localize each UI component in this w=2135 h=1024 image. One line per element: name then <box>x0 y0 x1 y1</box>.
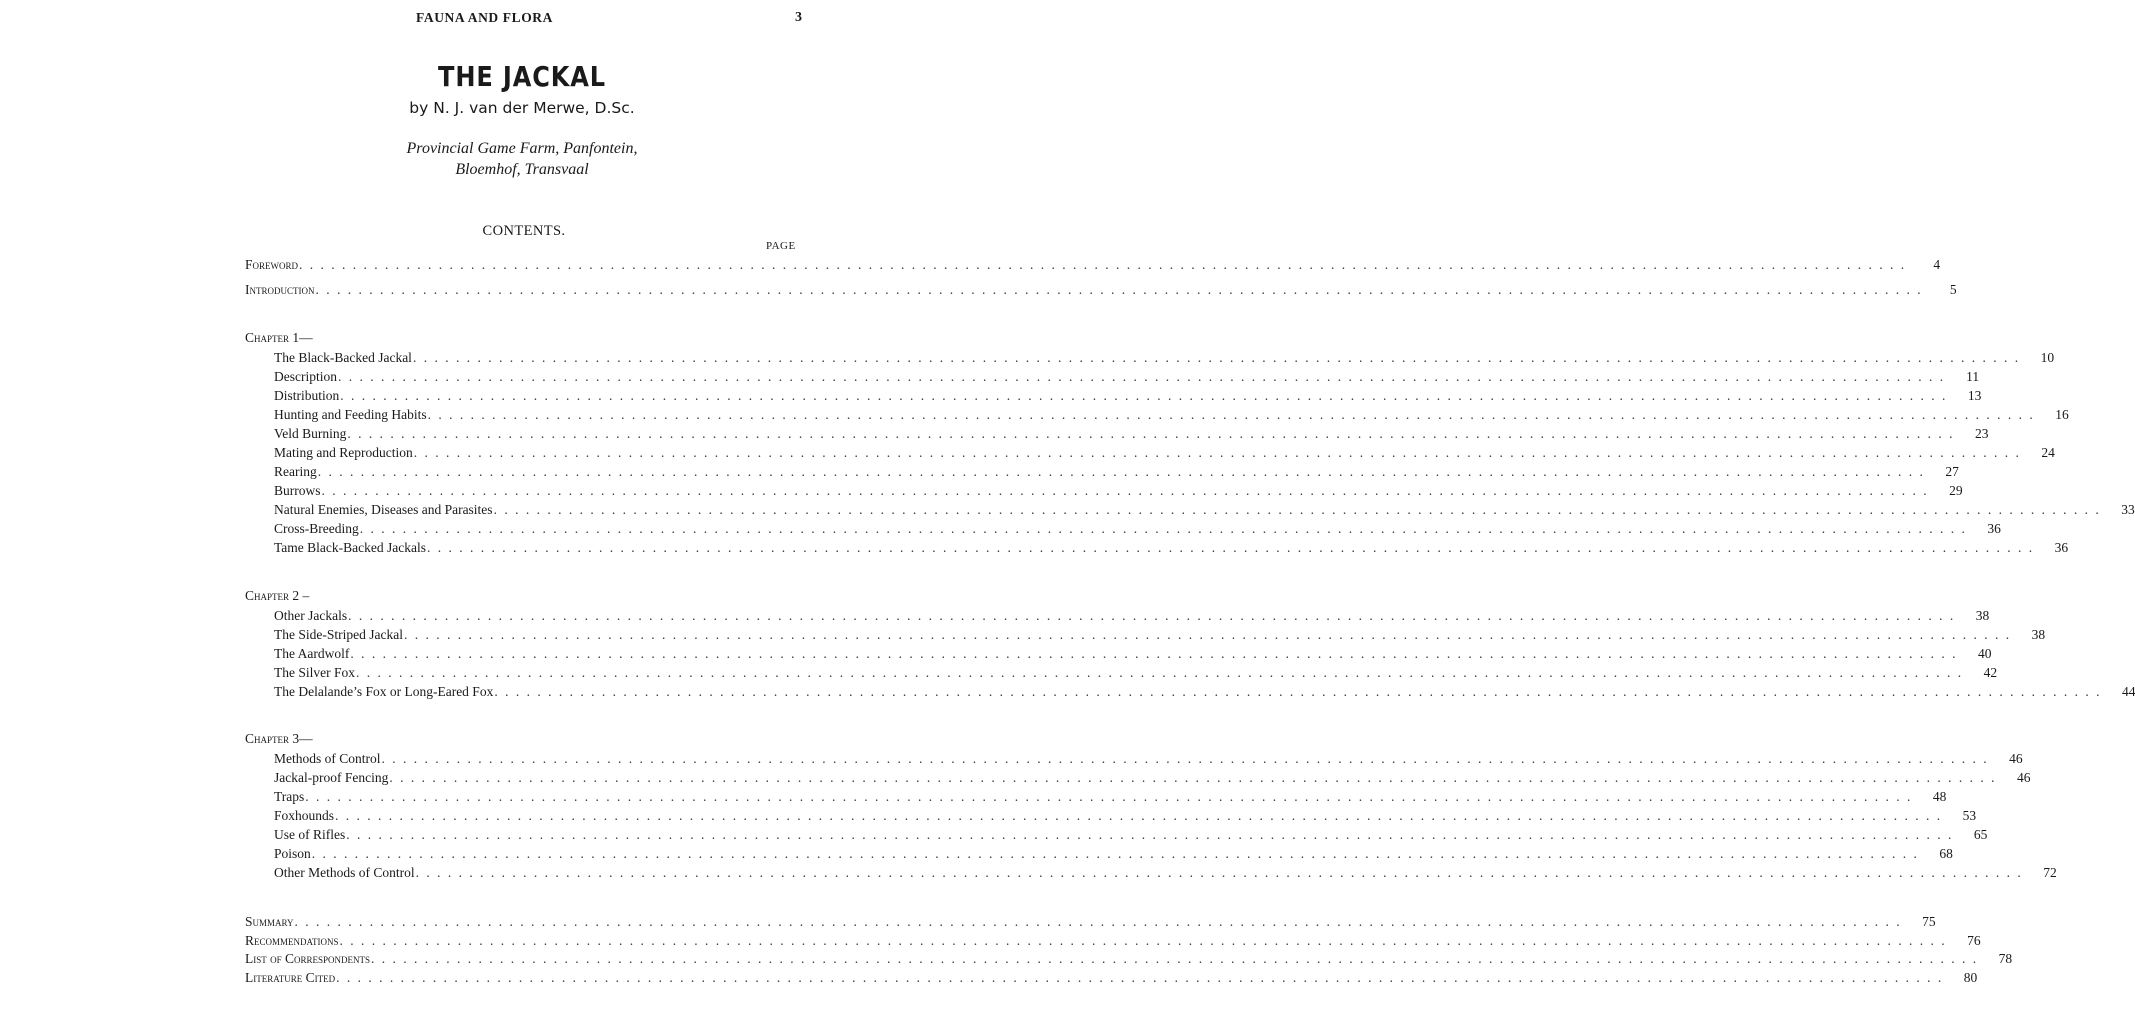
toc-entry <box>274 425 1989 443</box>
toc-entry-page: 36 <box>2054 540 2069 555</box>
chapter-heading: Chapter 3— <box>245 731 313 746</box>
toc-entry-page: 29 <box>1949 483 1963 498</box>
toc-entry <box>274 864 2057 882</box>
toc-entry <box>274 444 2055 462</box>
toc-entry <box>274 501 2135 519</box>
toc-entry-page: 13 <box>1967 388 1982 403</box>
dot-leader: . . . . . . . . . . . . . . . . . . . . . . . . . . . . . . . . . . . . . . . . . . . . . . . . . . . . . . . . . . . . . . . . . . . . . . . . . . . . . . . . . . . . . . . . . . . . . . . . . . . . . . . . . . . . . . . . . . . . . . . . . . . . . . . . . . . . . . . . . . . . . . . . . . . . . . <box>338 369 1946 384</box>
toc-entry-title: Jackal-proof Fencing <box>274 770 389 785</box>
toc-entry <box>274 788 1947 806</box>
article-title: THE JACKAL <box>438 60 606 93</box>
dot-leader: . . . . . . . . . . . . . . . . . . . . . . . . . . . . . . . . . . . . . . . . . . . . . . . . . . . . . . . . . . . . . . . . . . . . . . . . . . . . . . . . . . . . . . . . . . . . . . . . . . . . . . . . . . . . . . . . . . . . . . . . . . . . . . . . . . . . . . . . . . . . . . . . . . . . . . <box>346 827 1954 842</box>
toc-entry-page: 80 <box>1963 970 1978 985</box>
chapter-heading: Chapter 2 – <box>245 588 310 603</box>
dot-leader: . . . . . . . . . . . . . . . . . . . . . . . . . . . . . . . . . . . . . . . . . . . . . . . . . . . . . . . . . . . . . . . . . . . . . . . . . . . . . . . . . . . . . . . . . . . . . . . . . . . . . . . . . . . . . . . . . . . . . . . . . . . . . . . . . . . . . . . . . . . . . . . . . . . . . . <box>371 951 1979 966</box>
toc-entry-title: Introduction <box>245 282 315 297</box>
toc-entry <box>245 913 1936 931</box>
toc-entry-title: Other Methods of Control <box>274 865 415 880</box>
toc-entry-page: 24 <box>2041 445 2055 460</box>
toc-entry <box>245 950 2013 968</box>
toc-entry <box>274 482 1963 500</box>
dot-leader: . . . . . . . . . . . . . . . . . . . . . . . . . . . . . . . . . . . . . . . . . . . . . . . . . . . . . . . . . . . . . . . . . . . . . . . . . . . . . . . . . . . . . . . . . . . . . . . . . . . . . . . . . . . . . . . . . . . . . . . . . . . . . . . . . . . . . . . . . . . . . . . . . . . . . . <box>427 540 2035 555</box>
toc-entry-title: The Aardwolf <box>274 646 350 661</box>
toc-entry <box>274 387 1982 405</box>
toc-entry-title: Use of Rifles <box>274 827 346 842</box>
toc-entry-page: 75 <box>1922 914 1936 929</box>
toc-entry-page: 5 <box>1949 282 1957 297</box>
toc-entry-title: Veld Burning <box>274 426 347 441</box>
toc-entry-title: Traps <box>274 789 305 804</box>
toc-entry-page: 16 <box>2055 407 2069 422</box>
dot-leader: . . . . . . . . . . . . . . . . . . . . . . . . . . . . . . . . . . . . . . . . . . . . . . . . . . . . . . . . . . . . . . . . . . . . . . . . . . . . . . . . . . . . . . . . . . . . . . . . . . . . . . . . . . . . . . . . . . . . . . . . . . . . . . . . . . . . . . . . . . . . . . . . . . . . . . <box>381 751 1989 766</box>
dot-leader: . . . . . . . . . . . . . . . . . . . . . . . . . . . . . . . . . . . . . . . . . . . . . . . . . . . . . . . . . . . . . . . . . . . . . . . . . . . . . . . . . . . . . . . . . . . . . . . . . . . . . . . . . . . . . . . . . . . . . . . . . . . . . . . . . . . . . . . . . . . . . . . . . . . . . . <box>412 350 2021 365</box>
toc-entry <box>274 769 2031 787</box>
dot-leader: . . . . . . . . . . . . . . . . . . . . . . . . . . . . . . . . . . . . . . . . . . . . . . . . . . . . . . . . . . . . . . . . . . . . . . . . . . . . . . . . . . . . . . . . . . . . . . . . . . . . . . . . . . . . . . . . . . . . . . . . . . . . . . . . . . . . . . . . . . . . . . . . . . . . . . <box>347 426 1955 441</box>
toc-entry <box>274 368 1980 386</box>
toc-entry <box>245 256 1941 274</box>
toc-entry-page: 44 <box>2121 684 2135 699</box>
toc-entry-title: Mating and Reproduction <box>274 445 413 460</box>
dot-leader: . . . . . . . . . . . . . . . . . . . . . . . . . . . . . . . . . . . . . . . . . . . . . . . . . . . . . . . . . . . . . . . . . . . . . . . . . . . . . . . . . . . . . . . . . . . . . . . . . . . . . . . . . . . . . . . . . . . . . . . . . . . . . . . . . . . . . . . . . . . . . . . . . . . . . . <box>336 970 1944 985</box>
toc-entry-page: 38 <box>1975 608 1990 623</box>
toc-entry-page: 23 <box>1975 426 1989 441</box>
toc-entry-title: Literature Cited <box>245 970 336 985</box>
toc-entry <box>274 520 2001 538</box>
dot-leader: . . . . . . . . . . . . . . . . . . . . . . . . . . . . . . . . . . . . . . . . . . . . . . . . . . . . . . . . . . . . . . . . . . . . . . . . . . . . . . . . . . . . . . . . . . . . . . . . . . . . . . . . . . . . . . . . . . . . . . . . . . . . . . . . . . . . . . . . . . . . . . . . . . . . . . <box>317 464 1925 479</box>
dot-leader: . . . . . . . . . . . . . . . . . . . . . . . . . . . . . . . . . . . . . . . . . . . . . . . . . . . . . . . . . . . . . . . . . . . . . . . . . . . . . . . . . . . . . . . . . . . . . . . . . . . . . . . . . . . . . . . . . . . . . . . . . . . . . . . . . . . . . . . . . . . . . . . . . . . . . . <box>493 502 2101 517</box>
toc-entry-title: Tame Black-Backed Jackals <box>274 540 426 555</box>
dot-leader: . . . . . . . . . . . . . . . . . . . . . . . . . . . . . . . . . . . . . . . . . . . . . . . . . . . . . . . . . . . . . . . . . . . . . . . . . . . . . . . . . . . . . . . . . . . . . . . . . . . . . . . . . . . . . . . . . . . . . . . . . . . . . . . . . . . . . . . . . . . . . . . . . . . . . . <box>348 608 1956 623</box>
toc-entry-title: The Side-Striped Jackal <box>274 627 403 642</box>
toc-entry <box>274 463 1959 481</box>
toc-entry-page: 42 <box>1983 665 1998 680</box>
dot-leader: . . . . . . . . . . . . . . . . . . . . . . . . . . . . . . . . . . . . . . . . . . . . . . . . . . . . . . . . . . . . . . . . . . . . . . . . . . . . . . . . . . . . . . . . . . . . . . . . . . . . . . . . . . . . . . . . . . . . . . . . . . . . . . . . . . . . . . . . . . . . . . . . . . . . . . <box>315 282 1923 297</box>
affiliation-line-1: Provincial Game Farm, Panfontein, <box>406 140 638 157</box>
toc-entry <box>245 932 1981 950</box>
toc-entry-page: 72 <box>2043 865 2057 880</box>
dot-leader: . . . . . . . . . . . . . . . . . . . . . . . . . . . . . . . . . . . . . . . . . . . . . . . . . . . . . . . . . . . . . . . . . . . . . . . . . . . . . . . . . . . . . . . . . . . . . . . . . . . . . . . . . . . . . . . . . . . . . . . . . . . . . . . . . . . . . . . . . . . . . . . . . . . . . . <box>299 257 1907 272</box>
toc-entry-title: Burrows <box>274 483 321 498</box>
toc-entry-title: Recommendations <box>245 933 339 948</box>
dot-leader: . . . . . . . . . . . . . . . . . . . . . . . . . . . . . . . . . . . . . . . . . . . . . . . . . . . . . . . . . . . . . . . . . . . . . . . . . . . . . . . . . . . . . . . . . . . . . . . . . . . . . . . . . . . . . . . . . . . . . . . . . . . . . . . . . . . . . . . . . . . . . . . . . . . . . . <box>494 684 2102 699</box>
toc-entry-page: 46 <box>2009 751 2023 766</box>
dot-leader: . . . . . . . . . . . . . . . . . . . . . . . . . . . . . . . . . . . . . . . . . . . . . . . . . . . . . . . . . . . . . . . . . . . . . . . . . . . . . . . . . . . . . . . . . . . . . . . . . . . . . . . . . . . . . . . . . . . . . . . . . . . . . . . . . . . . . . . . . . . . . . . . . . . . . . <box>305 789 1913 804</box>
toc-entry-page: 10 <box>2040 350 2055 365</box>
contents-heading: CONTENTS. <box>482 223 566 239</box>
toc-entry <box>274 607 1990 625</box>
chapter-heading: Chapter 1— <box>245 330 313 345</box>
toc-entry-title: Summary <box>245 914 294 929</box>
toc-entry-title: Distribution <box>274 388 340 403</box>
toc-entry <box>245 969 1978 987</box>
toc-entry-page: 76 <box>1967 933 1981 948</box>
dot-leader: . . . . . . . . . . . . . . . . . . . . . . . . . . . . . . . . . . . . . . . . . . . . . . . . . . . . . . . . . . . . . . . . . . . . . . . . . . . . . . . . . . . . . . . . . . . . . . . . . . . . . . . . . . . . . . . . . . . . . . . . . . . . . . . . . . . . . . . . . . . . . . . . . . . . . . <box>356 665 1964 680</box>
dot-leader: . . . . . . . . . . . . . . . . . . . . . . . . . . . . . . . . . . . . . . . . . . . . . . . . . . . . . . . . . . . . . . . . . . . . . . . . . . . . . . . . . . . . . . . . . . . . . . . . . . . . . . . . . . . . . . . . . . . . . . . . . . . . . . . . . . . . . . . . . . . . . . . . . . . . . . <box>321 483 1929 498</box>
toc-entry-title: Other Jackals <box>274 608 348 623</box>
page-number: 3 <box>795 10 802 25</box>
toc-entry-title: Poison <box>274 846 311 861</box>
toc-entry <box>274 750 2023 768</box>
toc-entry-title: Methods of Control <box>274 751 381 766</box>
toc-entry-title: Cross-Breeding <box>274 521 359 536</box>
toc-entry-page: 38 <box>2031 627 2046 642</box>
toc-entry-title: The Black-Backed Jackal <box>274 350 412 365</box>
dot-leader: . . . . . . . . . . . . . . . . . . . . . . . . . . . . . . . . . . . . . . . . . . . . . . . . . . . . . . . . . . . . . . . . . . . . . . . . . . . . . . . . . . . . . . . . . . . . . . . . . . . . . . . . . . . . . . . . . . . . . . . . . . . . . . . . . . . . . . . . . . . . . . . . . . . . . . <box>339 933 1947 948</box>
toc-entry <box>274 349 2055 367</box>
toc-entry <box>274 664 1998 682</box>
dot-leader: . . . . . . . . . . . . . . . . . . . . . . . . . . . . . . . . . . . . . . . . . . . . . . . . . . . . . . . . . . . . . . . . . . . . . . . . . . . . . . . . . . . . . . . . . . . . . . . . . . . . . . . . . . . . . . . . . . . . . . . . . . . . . . . . . . . . . . . . . . . . . . . . . . . . . . <box>340 388 1948 403</box>
toc-entry <box>274 539 2069 557</box>
dot-leader: . . . . . . . . . . . . . . . . . . . . . . . . . . . . . . . . . . . . . . . . . . . . . . . . . . . . . . . . . . . . . . . . . . . . . . . . . . . . . . . . . . . . . . . . . . . . . . . . . . . . . . . . . . . . . . . . . . . . . . . . . . . . . . . . . . . . . . . . . . . . . . . . . . . . . . <box>350 646 1958 661</box>
toc-entry-title: The Delalande’s Fox or Long-Eared Fox <box>274 684 494 699</box>
page-column-label: PAGE <box>766 240 796 252</box>
toc-entry <box>274 406 2069 424</box>
toc-entry-page: 68 <box>1939 846 1953 861</box>
toc-entry-title: Hunting and Feeding Habits <box>274 407 427 422</box>
dot-leader: . . . . . . . . . . . . . . . . . . . . . . . . . . . . . . . . . . . . . . . . . . . . . . . . . . . . . . . . . . . . . . . . . . . . . . . . . . . . . . . . . . . . . . . . . . . . . . . . . . . . . . . . . . . . . . . . . . . . . . . . . . . . . . . . . . . . . . . . . . . . . . . . . . . . . . <box>335 808 1943 823</box>
toc-entry-page: 46 <box>2016 770 2031 785</box>
toc-entry-page: 33 <box>2121 502 2135 517</box>
toc-entry-page: 48 <box>1932 789 1947 804</box>
dot-leader: . . . . . . . . . . . . . . . . . . . . . . . . . . . . . . . . . . . . . . . . . . . . . . . . . . . . . . . . . . . . . . . . . . . . . . . . . . . . . . . . . . . . . . . . . . . . . . . . . . . . . . . . . . . . . . . . . . . . . . . . . . . . . . . . . . . . . . . . . . . . . . . . . . . . . . <box>294 914 1902 929</box>
toc-entry-title: The Silver Fox <box>274 665 355 680</box>
toc-entry <box>274 683 2135 701</box>
dot-leader: . . . . . . . . . . . . . . . . . . . . . . . . . . . . . . . . . . . . . . . . . . . . . . . . . . . . . . . . . . . . . . . . . . . . . . . . . . . . . . . . . . . . . . . . . . . . . . . . . . . . . . . . . . . . . . . . . . . . . . . . . . . . . . . . . . . . . . . . . . . . . . . . . . . . . . <box>403 627 2012 642</box>
toc-entry-page: 53 <box>1962 808 1977 823</box>
toc-entry-page: 4 <box>1933 257 1941 272</box>
running-head: FAUNA AND FLORA <box>416 10 553 25</box>
toc-entry <box>274 826 1988 844</box>
toc-entry <box>274 845 1953 863</box>
toc-entry-title: Foreword <box>245 257 299 272</box>
author-byline: by N. J. van der Merwe, D.Sc. <box>409 99 635 117</box>
toc-entry-page: 36 <box>1987 521 2001 536</box>
toc-entry <box>274 807 1977 825</box>
dot-leader: . . . . . . . . . . . . . . . . . . . . . . . . . . . . . . . . . . . . . . . . . . . . . . . . . . . . . . . . . . . . . . . . . . . . . . . . . . . . . . . . . . . . . . . . . . . . . . . . . . . . . . . . . . . . . . . . . . . . . . . . . . . . . . . . . . . . . . . . . . . . . . . . . . . . . . <box>427 407 2035 422</box>
toc-entry-title: Natural Enemies, Diseases and Parasites <box>274 502 493 517</box>
dot-leader: . . . . . . . . . . . . . . . . . . . . . . . . . . . . . . . . . . . . . . . . . . . . . . . . . . . . . . . . . . . . . . . . . . . . . . . . . . . . . . . . . . . . . . . . . . . . . . . . . . . . . . . . . . . . . . . . . . . . . . . . . . . . . . . . . . . . . . . . . . . . . . . . . . . . . . <box>359 521 1967 536</box>
toc-entry <box>245 281 1957 299</box>
toc-entry-title: Foxhounds <box>274 808 335 823</box>
toc-entry <box>274 645 1992 663</box>
toc-entry-page: 11 <box>1966 369 1980 384</box>
dot-leader: . . . . . . . . . . . . . . . . . . . . . . . . . . . . . . . . . . . . . . . . . . . . . . . . . . . . . . . . . . . . . . . . . . . . . . . . . . . . . . . . . . . . . . . . . . . . . . . . . . . . . . . . . . . . . . . . . . . . . . . . . . . . . . . . . . . . . . . . . . . . . . . . . . . . . . <box>415 865 2023 880</box>
toc-entry-page: 65 <box>1973 827 1988 842</box>
affiliation-line-2: Bloemhof, Transvaal <box>455 161 589 178</box>
dot-leader: . . . . . . . . . . . . . . . . . . . . . . . . . . . . . . . . . . . . . . . . . . . . . . . . . . . . . . . . . . . . . . . . . . . . . . . . . . . . . . . . . . . . . . . . . . . . . . . . . . . . . . . . . . . . . . . . . . . . . . . . . . . . . . . . . . . . . . . . . . . . . . . . . . . . . . <box>389 770 1997 785</box>
toc-entry-page: 78 <box>1998 951 2013 966</box>
toc-entry-title: Description <box>274 369 337 384</box>
toc-entry-page: 27 <box>1945 464 1959 479</box>
toc-entry-page: 40 <box>1977 646 1992 661</box>
toc-entry-title: List of Correspondents <box>245 951 371 966</box>
toc-entry-title: Rearing <box>274 464 317 479</box>
toc-entry <box>274 626 2046 644</box>
dot-leader: . . . . . . . . . . . . . . . . . . . . . . . . . . . . . . . . . . . . . . . . . . . . . . . . . . . . . . . . . . . . . . . . . . . . . . . . . . . . . . . . . . . . . . . . . . . . . . . . . . . . . . . . . . . . . . . . . . . . . . . . . . . . . . . . . . . . . . . . . . . . . . . . . . . . . . <box>311 846 1919 861</box>
dot-leader: . . . . . . . . . . . . . . . . . . . . . . . . . . . . . . . . . . . . . . . . . . . . . . . . . . . . . . . . . . . . . . . . . . . . . . . . . . . . . . . . . . . . . . . . . . . . . . . . . . . . . . . . . . . . . . . . . . . . . . . . . . . . . . . . . . . . . . . . . . . . . . . . . . . . . . <box>413 445 2021 460</box>
